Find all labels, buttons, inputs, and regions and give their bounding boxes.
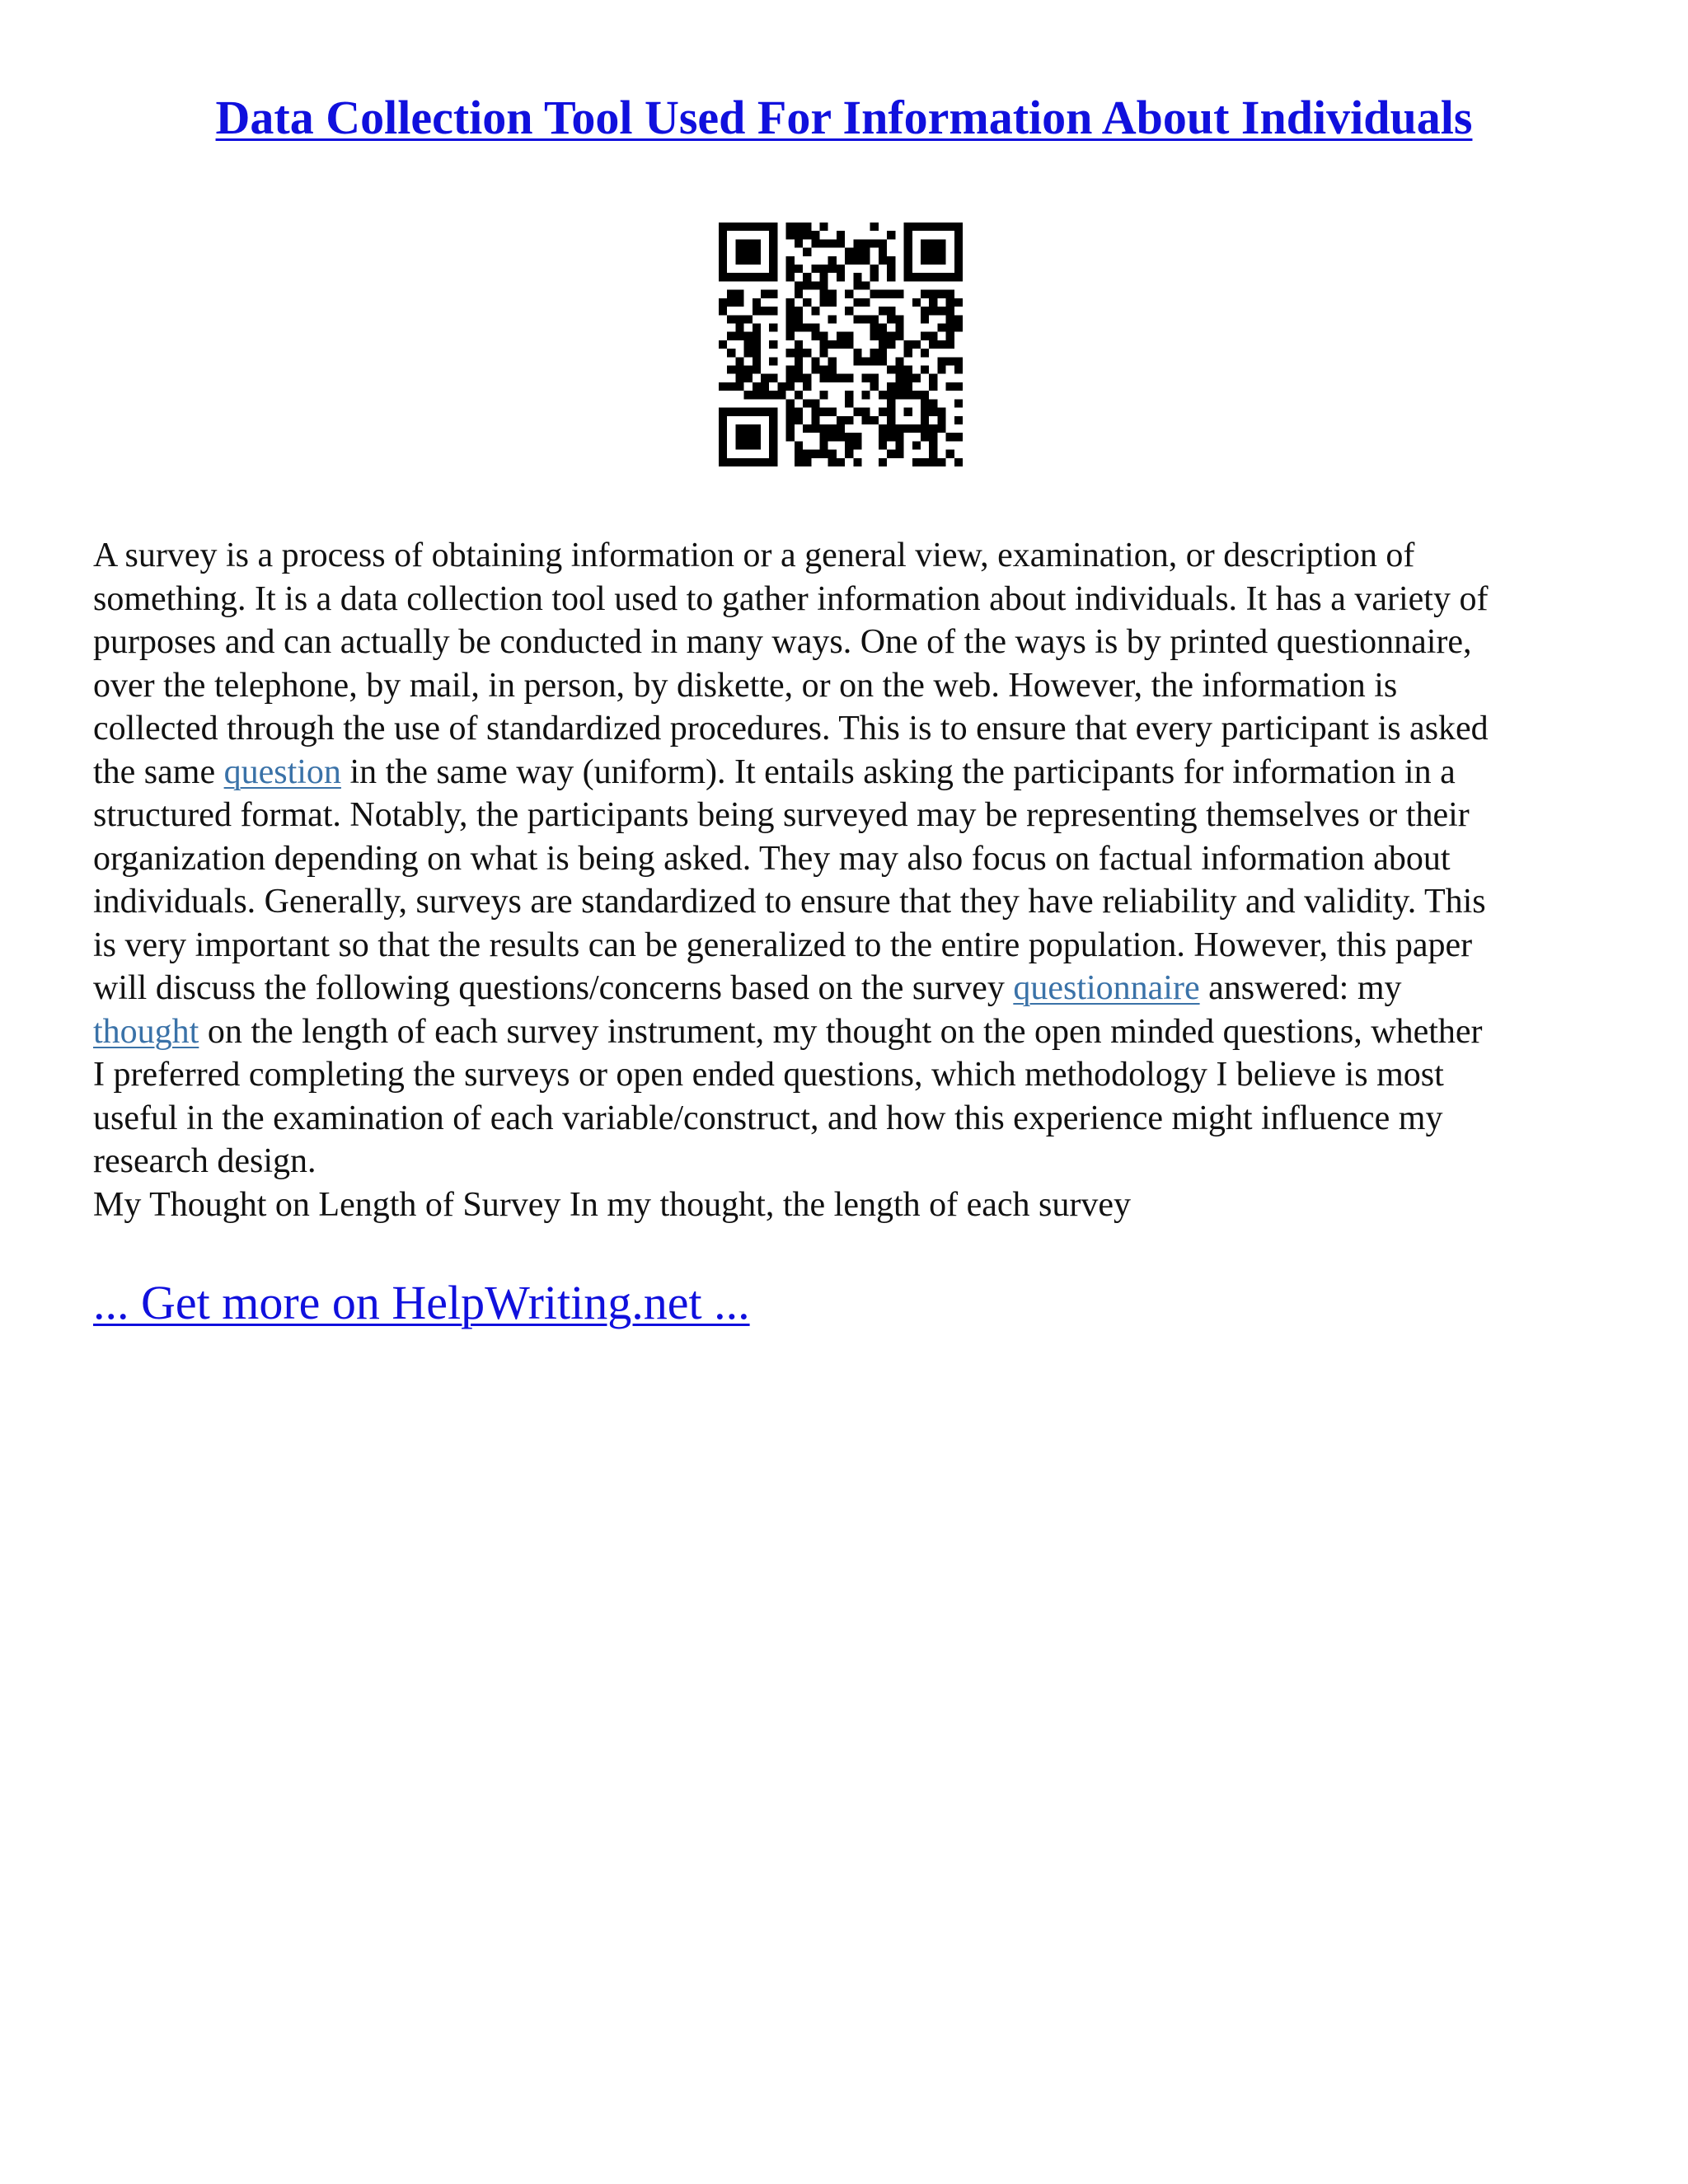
paragraph-text: on the length of each survey instrument, my thought on the open minded questions, whether xyxy=(199,1012,1483,1051)
get-more-link[interactable]: ... Get more on HelpWriting.net ... xyxy=(93,1276,750,1329)
paragraph-line: useful in the examination of each variable/construct, and how this experience might influence my xyxy=(93,1099,1443,1137)
paragraph-line: structured format. Notably, the participants being surveyed may be representing themselves or their xyxy=(93,796,1470,834)
paragraph-line: My Thought on Length of Survey In my thought, the length of each survey xyxy=(93,1185,1132,1224)
paragraph-line: organization depending on what is being asked. They may also focus on factual information about xyxy=(93,839,1451,878)
paragraph-line: something. It is a data collection tool used to gather information about individuals. It has a variety of xyxy=(93,579,1489,618)
questionnaire-link[interactable]: questionnaire xyxy=(1013,969,1200,1007)
title-container xyxy=(0,89,1688,147)
paragraph-line: research design. xyxy=(93,1142,316,1180)
paragraph-line: collected through the use of standardized procedures. This is to ensure that every participant is asked xyxy=(93,710,1489,748)
paragraph-line xyxy=(93,751,1601,794)
paragraph-text: in the same way (uniform). It entails asking the participants for information in a xyxy=(340,752,1456,791)
paragraph-line: is very important so that the results can be generalized to the entire population. However, this paper xyxy=(93,926,1473,964)
paragraph-line: A survey is a process of obtaining information or a general view, examination, or description of xyxy=(93,537,1415,574)
paragraph-line xyxy=(93,1010,1601,1054)
qr-code-graphic xyxy=(719,223,963,466)
article-paragraph xyxy=(93,534,1601,1226)
paragraph-text: will discuss the following questions/concerns based on the survey xyxy=(93,969,1014,1007)
page-title-link[interactable]: Data Collection Tool Used For Information About Individuals xyxy=(215,91,1473,144)
paragraph-text: the same xyxy=(93,752,224,791)
paragraph-line: I preferred completing the surveys or open ended questions, which methodology I believe is most xyxy=(93,1056,1444,1094)
qr-code-icon xyxy=(719,223,963,466)
paragraph-line: purposes and can actually be conducted in many ways. One of the ways is by printed questionnaire, xyxy=(93,623,1472,661)
paragraph-line: individuals. Generally, surveys are standardized to ensure that they have reliability and validity. This xyxy=(93,883,1486,921)
paragraph-text: answered: my xyxy=(1199,969,1402,1007)
paragraph-line: over the telephone, by mail, in person, by diskette, or on the web. However, the information is xyxy=(93,666,1398,705)
paragraph-line xyxy=(93,967,1601,1010)
question-link[interactable]: question xyxy=(223,752,341,791)
thought-link[interactable]: thought xyxy=(93,1012,199,1051)
